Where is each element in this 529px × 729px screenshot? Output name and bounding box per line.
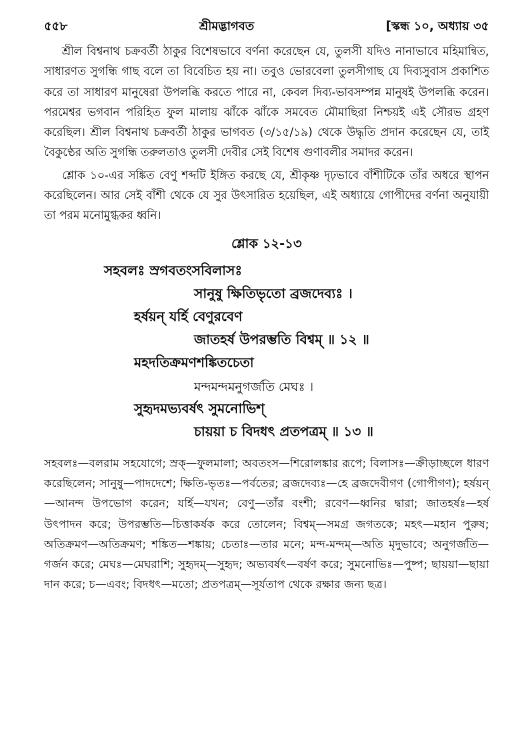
purport-paragraph-1: শ্রীল বিশ্বনাথ চক্রবর্তী ঠাকুর বিশেষভাবে বর্ণনা করেছেন যে, তুলসী যদিও নানাভাবে মহিমান্বিত, সাধারণত সুগন্ধি গাছ বলে তা বিবেচিত হয় না। তবুও ভোরবেলা তুলসীগাছ যে দিব্যসুবাস প্রকাশিত করে তা সাধারণ মানুষেরা উপলব্ধি করতে পারে না, কেবল দিব্য-ভাবসম্পন্ন মানুষই উপলব্ধি করেন। পরমেশ্বর ভগবান পরিহিত ফুল মালায় ঝাঁকে ঝাঁকে সমবেত মৌমাছিরা নিশ্চয়ই এই সৌরভ গ্রহণ করেছিল। শ্রীল বিশ্বনাথ চক্রবর্তী ঠাকুর ভাগবত (৩/১৫/১৯) থেকে উদ্ধৃতি প্রদান করেছেন যে, তাই বৈকুণ্ঠের অতি সুগন্ধি তরুলতাও তুলসী দেবীর সেই বিশেষ গুণাবলীর সমাদর করেন।	[44, 45, 489, 160]
verse-line: সহবলঃ স্রগবতংসবিলাসঃ	[104, 262, 243, 279]
verse-line: সুহৃদমভ্যবর্ষৎ সুমনোভিশ্	[134, 400, 265, 417]
page-number: ৫৫৮	[44, 19, 68, 33]
verse-line: মহদতিক্রমণশঙ্কিতচেতা	[134, 354, 254, 371]
page-header	[44, 18, 489, 42]
book-title: শ্রীমদ্ভাগবত	[199, 19, 255, 33]
verse-line: মন্দমন্দমনুগর্জতি মেঘঃ ।	[194, 378, 314, 394]
verse-line: হর্ষয়ন্ যর্হি বেণুরবেণ	[134, 308, 243, 325]
shloka-heading: শ্লোক ১২-১৩	[231, 236, 302, 252]
verse-line: চায়য়া চ বিদধৎ প্রতপত্রম্ ॥ ১৩ ॥	[194, 423, 374, 440]
word-synonyms: সহবলঃ—বলরাম সহযোগে; স্রক্—ফুলমালা; অবতংস—শিরোলঙ্কার রূপে; বিলাসঃ—ক্রীড়াচ্ছলে ধারণ করেছিলেন; সানুষু—পাদদেশে; ক্ষিতি-ভৃতঃ—পর্বতের; ব্রজদেব্যঃ—হে ব্রজদেবীগণ (গোপীগণ); হর্ষয়ন্—আনন্দ উপভোগ করেন; যর্হি—যখন; বেণু—তাঁর বংশী; রবেণ—ধ্বনির দ্বারা; জাতহর্ষঃ—হর্ষ উৎপাদন করে; উপরম্ভতি—চিত্তাকর্ষক করে তোলেন; বিশ্বম্—সমগ্র জগতকে; মহৎ—মহান পুরুষ; অতিক্রমণ—অতিক্রমণ; শঙ্কিত—শঙ্কায়; চেতাঃ—তার মনে; মন্দ-মন্দম্—অতি মৃদুভাবে; অনুগর্জতি—গর্জন করে; মেঘঃ—মেঘরাশি; সুহৃদম্—সুহৃদ; অভ্যবর্ষৎ—বর্ষণ করে; সুমনোভিঃ—পুষ্প; ছায়য়া—ছায়া দান করে; চ—এবং; বিদধৎ—মতো; প্রতপত্রম্—সূর্যতাপ থেকে রক্ষার জন্য ছত্র।	[44, 456, 489, 592]
purport-paragraph-2: শ্লোক ১০-এর সঙ্কিত বেণু শব্দটি ইঙ্গিত করছে যে, শ্রীকৃষ্ণ দৃঢ়ভাবে বাঁশীটিকে তাঁর অধরে স্থাপন করেছিলেন। আর সেই বাঁশী থেকে যে সুর উৎসারিত হয়েছিল, এই অধ্যায়ে গোপীদের বর্ণনা অনুযায়ী তা পরম মনোমুগ্ধকর ধ্বনি।	[44, 168, 489, 223]
verse-line: সানুষু ক্ষিতিভৃতো ব্রজদেব্যঃ ।	[194, 285, 353, 302]
verse-block	[44, 260, 489, 444]
section-label: [স্কন্ধ ১০, অধ্যায় ৩৫	[385, 19, 489, 33]
verse-line: জাতহর্ষ উপরম্ভতি বিশ্বম্ ॥ ১২ ॥	[194, 331, 370, 348]
